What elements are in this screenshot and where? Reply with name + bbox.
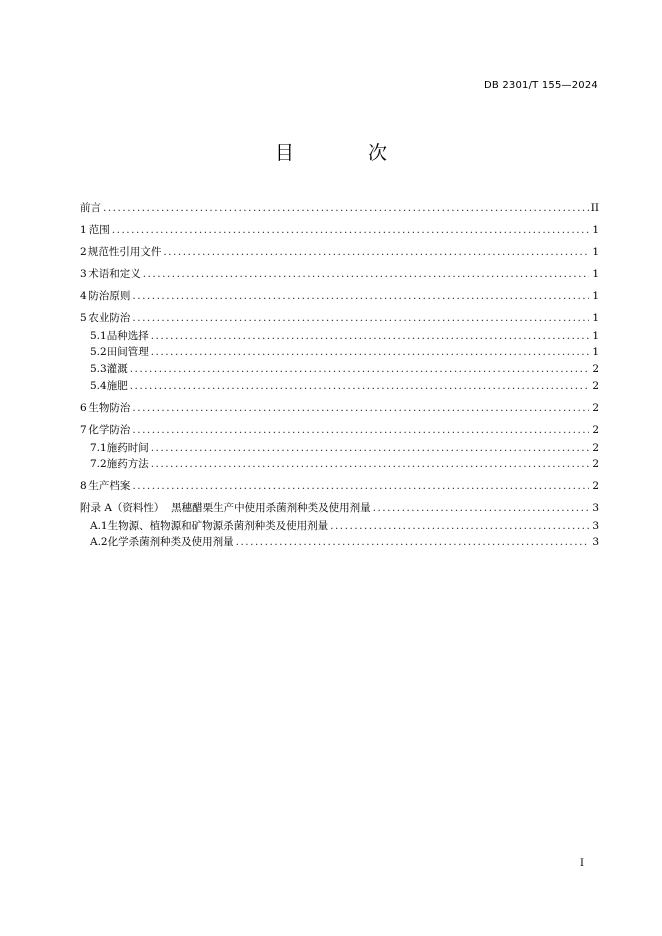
toc-entry-page: 1 [592, 312, 599, 324]
toc-entry-1[interactable] [80, 222, 599, 238]
toc-entry-page: 2 [592, 380, 599, 392]
toc-entry-page: 1 [592, 246, 599, 258]
toc-leader-dots [112, 222, 589, 238]
toc-entry-label: 施肥 [106, 380, 128, 392]
toc-leader-dots [163, 244, 589, 260]
toc-entry-label: 化学防治 [88, 424, 131, 436]
toc-leader-dots [132, 310, 589, 326]
toc-entry-page: 3 [592, 536, 599, 548]
toc-entry-label: 前言 [80, 202, 101, 214]
toc-entry-4[interactable] [80, 288, 599, 304]
toc-entry-page: 1 [592, 268, 599, 280]
toc-entry-label: 附录 A（资料性） 黑穗醋栗生产中使用杀菌剂种类及使用剂量 [80, 502, 371, 514]
toc-entry-number: 5 [80, 312, 87, 324]
toc-entry-label: 术语和定义 [88, 268, 141, 280]
toc-title: 目 次 [274, 142, 422, 164]
toc-entry-number: 1 [80, 224, 87, 236]
toc-entry-page: 2 [592, 458, 599, 470]
toc-leader-dots [103, 200, 589, 216]
toc-entry-label: 生物源、植物源和矿物源杀菌剂种类及使用剂量 [107, 520, 329, 532]
toc-entry-5-2[interactable] [90, 344, 599, 360]
toc-entry-label: 防治原则 [88, 290, 131, 302]
toc-entry-foreword[interactable] [80, 200, 599, 216]
toc-entry-page: 2 [592, 442, 599, 454]
toc-entry-page: 3 [592, 520, 599, 532]
toc-entry-number: A.2 [90, 536, 108, 548]
toc-entry-5-1[interactable] [90, 328, 599, 344]
toc-entry-page: 1 [592, 290, 599, 302]
toc-leader-dots [151, 456, 589, 472]
toc-entry-page: 2 [592, 424, 599, 436]
toc-entry-label: 生产档案 [88, 480, 131, 492]
toc-leader-dots [236, 534, 589, 550]
toc-entry-number: 7.2 [90, 458, 107, 470]
toc-leader-dots [151, 328, 589, 344]
toc-entry-number: 5.3 [90, 363, 107, 375]
toc-entry-page: 3 [592, 502, 599, 514]
toc-entry-number: 7 [80, 424, 87, 436]
toc-leader-dots [373, 500, 589, 516]
toc-leader-dots [132, 288, 589, 304]
toc-entry-page: 2 [592, 363, 599, 375]
toc-entry-page: 2 [592, 480, 599, 492]
toc-entry-7-1[interactable] [90, 440, 599, 456]
toc-entry-page: II [590, 202, 599, 214]
toc-entry-label: 化学杀菌剂种类及使用剂量 [107, 536, 234, 548]
toc-entry-2[interactable] [80, 244, 599, 260]
toc-entry-5-4[interactable] [90, 378, 599, 394]
toc-leader-dots [143, 266, 589, 282]
toc-entry-number: 5.2 [90, 346, 107, 358]
toc-entry-annex-a[interactable] [80, 500, 599, 516]
toc-entry-number: 6 [80, 402, 87, 414]
toc-entry-7-2[interactable] [90, 456, 599, 472]
toc-entry-6[interactable] [80, 400, 599, 416]
toc-leader-dots [132, 400, 589, 416]
toc-entry-number: 5.4 [90, 380, 107, 392]
toc-entry-label: 农业防治 [88, 312, 131, 324]
toc-entry-label: 品种选择 [106, 330, 149, 342]
toc-entry-number: 8 [80, 480, 87, 492]
toc-entry-number: 5.1 [90, 330, 107, 342]
toc-entry-a-1[interactable] [90, 518, 599, 534]
toc-entry-page: 2 [592, 402, 599, 414]
toc-entry-label: 施药方法 [106, 458, 149, 470]
page-number: I [580, 858, 584, 869]
toc-entry-3[interactable] [80, 266, 599, 282]
toc-leader-dots [132, 478, 589, 494]
document-code: DB 2301/T 155—2024 [484, 80, 598, 91]
toc-leader-dots [330, 518, 589, 534]
toc-entry-8[interactable] [80, 478, 599, 494]
toc-entry-page: 1 [592, 330, 599, 342]
toc-entry-number: 4 [80, 290, 87, 302]
toc-entry-number: A.1 [90, 520, 108, 532]
toc-entry-7[interactable] [80, 422, 599, 438]
toc-entry-number: 7.1 [90, 442, 107, 454]
toc-entry-label: 规范性引用文件 [87, 246, 162, 258]
toc-leader-dots [132, 422, 589, 438]
toc-entry-label: 生物防治 [88, 402, 131, 414]
toc-leader-dots [130, 378, 589, 394]
toc-leader-dots [151, 440, 589, 456]
toc-entry-a-2[interactable] [90, 534, 599, 550]
toc-entry-label: 灌溉 [106, 363, 128, 375]
toc-entry-label: 范围 [88, 224, 110, 236]
toc-entry-page: 1 [592, 346, 599, 358]
toc-entry-page: 1 [592, 224, 599, 236]
toc-entry-5-3[interactable] [90, 361, 599, 377]
toc-leader-dots [151, 344, 589, 360]
toc-entry-label: 施药时间 [106, 442, 149, 454]
toc-entry-5[interactable] [80, 310, 599, 326]
toc-entry-number: 2 [80, 246, 87, 258]
toc-entry-label: 田间管理 [106, 346, 149, 358]
toc-leader-dots [130, 361, 589, 377]
toc-entry-number: 3 [80, 268, 87, 280]
